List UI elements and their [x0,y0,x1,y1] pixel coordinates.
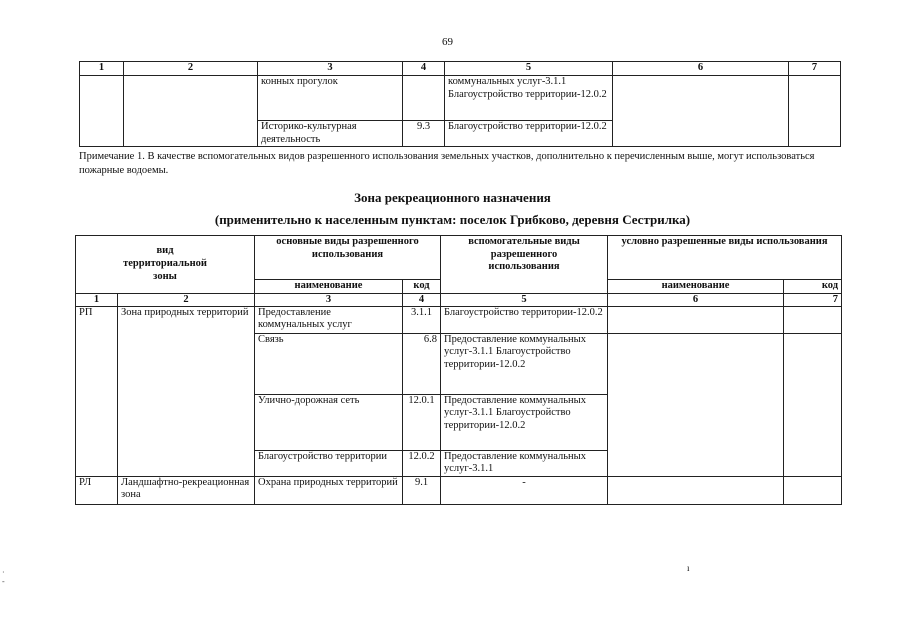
column-number: 3 [258,62,403,76]
note-text: Примечание 1. В качестве вспомогательных видов разрешенного использования земельных участков, дополнительно к перечисленным выше, могут использоваться пожарные водоемы. [79,151,815,176]
column-number: 5 [445,62,613,76]
use-name: Охрана природных территорий [255,476,403,504]
zone-code: РЛ [76,476,118,504]
use-code: 9.1 [403,476,441,504]
use-code: 3.1.1 [403,306,441,333]
table-cell [80,76,124,147]
use-name: Предоставление коммунальных услуг [255,306,403,333]
column-number: 3 [255,293,403,306]
use-name: Улично-дорожная сеть [255,394,403,450]
column-number: 1 [80,62,124,76]
zone-table [75,235,842,505]
table-cell [124,76,258,147]
aux-use: Предоставление коммунальных услуг-3.1.1 Благоустройство территории-12.0.2 [441,394,608,450]
use-name: Благоустройство территории [255,450,403,476]
table-cell [789,76,841,147]
column-number: 6 [613,62,789,76]
column-number: 4 [403,62,445,76]
aux-use: - [441,476,608,504]
aux-use: Благоустройство территории-12.0.2 [445,121,613,147]
aux-use: Предоставление коммунальных услуг-3.1.1 Благоустройство территории-12.0.2 [441,333,608,394]
header-conditional-uses: условно разрешенные виды использования [608,236,842,280]
header-cond-name: наименование [608,280,784,294]
header-code: код [403,280,441,294]
page-number: 69 [442,36,453,48]
column-number: 1 [76,293,118,306]
conditional-use [608,333,784,476]
header-cond-code: код [784,280,842,294]
table-row [76,306,842,333]
column-number: 6 [608,293,784,306]
table-header-row [76,236,842,280]
column-number: 4 [403,293,441,306]
conditional-use [608,476,784,504]
use-name: Связь [255,333,403,394]
use-code [403,76,445,121]
table-cell [613,76,789,147]
section-title: Зона рекреационного назначения [354,190,551,205]
column-number: 2 [124,62,258,76]
zone-name: Ландшафтно-рекреационная зона [118,476,255,504]
table-row [80,76,841,121]
aux-use: Благоустройство территории-12.0.2 [441,306,608,333]
use-name: Историко-культурная деятельность [258,121,403,147]
zone-name: Зона природных территорий [118,306,255,476]
column-number: 7 [784,293,842,306]
use-name: конных прогулок [258,76,403,121]
table-row [76,476,842,504]
use-code: 12.0.2 [403,450,441,476]
table-header-row [80,62,841,76]
table-number-row [76,293,842,306]
aux-use: коммунальных услуг-3.1.1 Благоустройство территории-12.0.2 [445,76,613,121]
conditional-code [784,306,842,333]
scan-mark: ı [687,563,690,573]
conditional-code [784,333,842,476]
header-zone-type: вид территориальной зоны [76,236,255,294]
aux-use: Предоставление коммунальных услуг-3.1.1 [441,450,608,476]
section-subtitle: (применительно к населенным пунктам: поселок Грибково, деревня Сестрилка) [214,212,691,227]
column-number: 7 [789,62,841,76]
use-code: 12.0.1 [403,394,441,450]
header-aux-uses: вспомогательные виды разрешенного использования [441,236,608,294]
use-code: 6.8 [403,333,441,394]
scan-edge-marks: · - [2,568,5,586]
header-name: наименование [255,280,403,294]
column-number: 5 [441,293,608,306]
column-number: 2 [118,293,255,306]
zone-code: РП [76,306,118,476]
conditional-code [784,476,842,504]
conditional-use [608,306,784,333]
continuation-table [79,61,841,147]
use-code: 9.3 [403,121,445,147]
header-main-uses: основные виды разрешенного использования [255,236,441,280]
